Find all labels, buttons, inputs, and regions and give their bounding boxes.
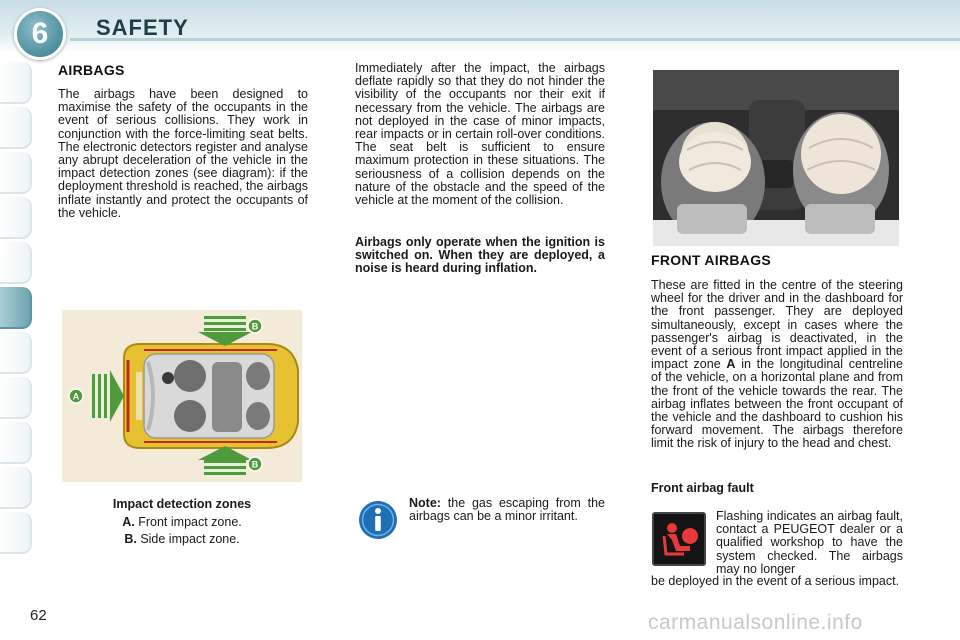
- zone-label-a: A: [72, 391, 80, 402]
- side-tab[interactable]: [0, 467, 32, 509]
- airbags-deflate-paragraph: Immediately after the impact, the airbags deflate rapidly so that they do not hinder the visibility of the occupants nor their exit if necessary from the vehicle. The airbags are not deployed in the case of minor impacts, rear impacts or in certain roll-over conditions. The seat belt is sufficient to ensure maximum protection in these situations. The seriousness of a collision depends on the nature of the obstacle and the speed of the vehicle at the moment of the collision.: [355, 61, 605, 208]
- note-label: Note:: [409, 496, 441, 510]
- airbag-warning-icon: [652, 512, 706, 566]
- fault-paragraph-part2: be deployed in the event of a serious impact.: [651, 574, 900, 588]
- side-tab[interactable]: [0, 242, 32, 284]
- caption-a-key: A.: [122, 515, 135, 529]
- watermark: carmanualsonline.info: [648, 611, 863, 634]
- note-text: the gas escaping from the airbags can be a minor irritant.: [409, 496, 605, 524]
- chapter-title: SAFETY: [96, 15, 189, 40]
- fault-paragraph-part1: Flashing indicates an airbag fault, contact a PEUGEOT dealer or a qualified workshop to have the system checked. The airbags may no longer: [716, 509, 903, 576]
- side-tab[interactable]: [0, 512, 32, 554]
- impact-zones-svg: [62, 310, 302, 482]
- front-airbags-photo: [653, 70, 899, 246]
- caption-a-text: Front impact zone.: [138, 515, 242, 529]
- zone-label-b-bottom: B: [251, 459, 259, 470]
- front-airbag-fault-heading: Front airbag fault: [651, 481, 754, 495]
- side-tab-active[interactable]: [0, 287, 32, 329]
- airbags-heading: AIRBAGS: [58, 62, 125, 78]
- caption-front-impact: [62, 515, 302, 529]
- caption-b-text: Side impact zone.: [140, 532, 240, 546]
- impact-zone-letter: A: [726, 357, 736, 372]
- ignition-warning-paragraph: Airbags only operate when the ignition is switched on. When they are deployed, a noise is heard during inflation.: [355, 235, 605, 276]
- front-airbags-paragraph: [651, 279, 903, 451]
- zone-marker-b-top: [248, 319, 262, 333]
- note-paragraph: [409, 497, 605, 523]
- front-airbags-body-start: These are fitted in the centre of the steering wheel for the driver and in the dashboard for the front passenger. They are deployed simultaneously, except in cases where the passenger's airbag is deactivated, in the event of a serious front impact applied in the impact zone: [651, 278, 903, 372]
- caption-side-impact: [62, 532, 302, 546]
- side-tab[interactable]: [0, 422, 32, 464]
- front-airbags-body-end: in the longitudinal centreline of the vehicle, on a horizontal plane and from the front of the vehicle towards the rear. The airbag inflates between the front occupant of the vehicle and the dashboard to cushion his forward movement. The airbags therefore limit the risk of injury to the head and chest.: [651, 357, 903, 451]
- side-tab[interactable]: [0, 332, 32, 374]
- car-top-view: [124, 344, 298, 448]
- diagram-caption-title: Impact detection zones: [112, 497, 252, 511]
- side-tab[interactable]: [0, 62, 32, 104]
- chapter-number-badge: 6: [14, 8, 66, 60]
- side-tab[interactable]: [0, 377, 32, 419]
- side-tab[interactable]: [0, 152, 32, 194]
- zone-marker-a: [69, 389, 83, 403]
- page-number: 62: [30, 607, 47, 624]
- zone-label-b-top: B: [251, 321, 259, 332]
- info-icon: [358, 500, 398, 540]
- front-airbags-heading: FRONT AIRBAGS: [651, 252, 772, 268]
- caption-b-key: B.: [124, 532, 137, 546]
- impact-zones-diagram: [62, 310, 302, 482]
- chapter-side-tabs: [0, 62, 36, 557]
- header-stripe: [70, 38, 960, 41]
- side-tab[interactable]: [0, 107, 32, 149]
- zone-marker-b-bottom: [248, 457, 262, 471]
- side-tab[interactable]: [0, 197, 32, 239]
- airbags-intro-paragraph: The airbags have been designed to maximise the safety of the occupants in the event of serious collisions. They work in conjunction with the force-limiting seat belts. The electronic detectors register and analyse any abrupt deceleration of the vehicle in the impact detection zones (see diagram): if the deployment threshold is reached, the airbags inflate instantly and protect the occupants of the vehicle.: [58, 87, 308, 220]
